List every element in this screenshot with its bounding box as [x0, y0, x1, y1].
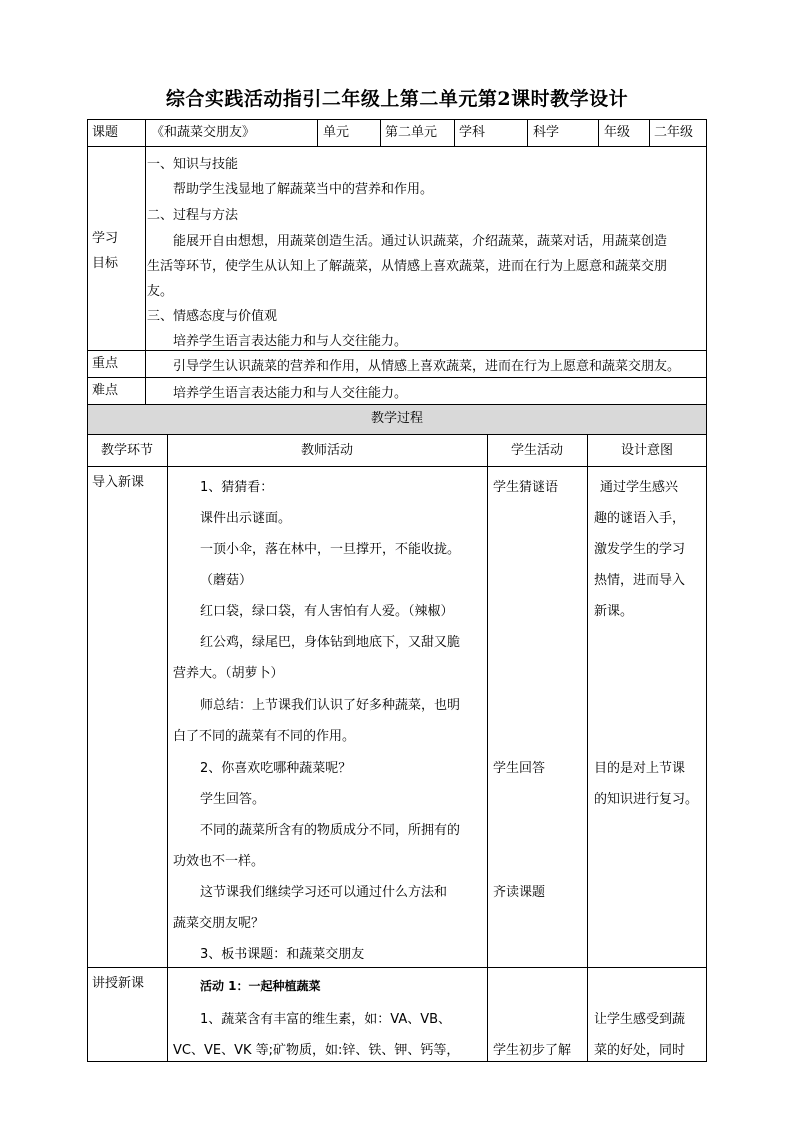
course-value: 《和蔬菜交朋友》: [151, 125, 256, 140]
objective-line: 友。: [147, 284, 174, 299]
grade-label: 年级: [604, 125, 631, 140]
teacher-line: 功效也不一样。: [173, 854, 265, 869]
grade-value: 二年级: [654, 125, 694, 140]
intent-line: 趣的谜语入手，: [594, 511, 686, 526]
process-header: 教学过程: [370, 411, 423, 426]
lesson-plan-table: [87, 119, 707, 1062]
stage-intro: 导入新课: [92, 475, 145, 490]
column-student: 学生活动: [510, 443, 563, 458]
student-activity: 学生初步了解: [493, 1043, 572, 1058]
teacher-line: 师总结：上节课我们认识了好多种蔬菜，也明: [200, 698, 461, 713]
intent-line: 菜的好处，同时: [594, 1043, 686, 1058]
unit-label: 单元: [323, 125, 350, 140]
stage-new-lesson: 讲授新课: [92, 976, 145, 991]
key-point-text: 引导学生认识蔬菜的营养和作用，从情感上喜欢蔬菜，进而在行为上愿意和蔬菜交朋友。: [173, 359, 681, 374]
teacher-line: 1、猜猜看：: [200, 480, 274, 495]
difficulty-label: 难点: [92, 383, 119, 398]
teacher-line: 这节课我们继续学习还可以通过什么方法和: [200, 885, 448, 900]
objective-line: 生活等环节，使学生从认知上了解蔬菜，从情感上喜欢蔬菜，进而在行为上愿意和蔬菜交朋: [147, 259, 668, 274]
column-teacher: 教师活动: [300, 443, 353, 458]
intent-line: 通过学生感兴: [600, 480, 679, 495]
difficulty-text: 培养学生语言表达能力和与人交往能力。: [173, 386, 408, 401]
intent-line: 激发学生的学习: [594, 542, 686, 557]
intent-line: 让学生感受到蔬: [594, 1012, 686, 1027]
teacher-line: VC、VE、VK 等;矿物质，如:锌、铁、钾、钙等，: [173, 1043, 460, 1058]
student-activity: 学生回答: [493, 761, 546, 776]
objective-line: 三、情感态度与价值观: [147, 309, 278, 324]
teacher-line: 蔬菜交朋友呢？: [173, 916, 265, 931]
intent-line: 新课。: [594, 604, 634, 619]
intent-line: 热情，进而导入: [594, 573, 686, 588]
teacher-line: 红口袋，绿口袋，有人害怕有人爱。（辣椒）: [200, 604, 454, 619]
unit-value: 第二单元: [385, 125, 438, 140]
document-title: 综合实践活动指引二年级上第二单元第2课时教学设计: [165, 88, 629, 110]
objective-line: 帮助学生浅显地了解蔬菜当中的营养和作用。: [173, 182, 434, 197]
objectives-label-line1: 学习: [92, 231, 119, 246]
teacher-line: 一顶小伞，落在林中，一旦撑开，不能收拢。: [200, 542, 461, 557]
activity-title: 活动 1：一起种植蔬菜: [200, 979, 321, 993]
student-activity: 齐读课题: [493, 885, 546, 900]
intent-line: 的知识进行复习。: [594, 792, 699, 807]
objectives-label-line2: 目标: [92, 256, 119, 271]
teacher-line: 不同的蔬菜所含有的物质成分不同，所拥有的: [200, 823, 461, 838]
column-stage: 教学环节: [100, 443, 153, 458]
key-point-label: 重点: [92, 356, 119, 371]
intent-line: 目的是对上节课: [594, 761, 686, 776]
teacher-line: 营养大。（胡萝卜）: [173, 666, 284, 681]
objective-line: 一、知识与技能: [147, 157, 239, 172]
teacher-line: 红公鸡，绿尾巴，身体钻到地底下，又甜又脆: [200, 635, 461, 650]
course-label: 课题: [92, 125, 119, 140]
objective-line: 能展开自由想想，用蔬菜创造生活。通过认识蔬菜，介绍蔬菜，蔬菜对话，用蔬菜创造: [173, 234, 668, 249]
objective-line: 二、过程与方法: [147, 208, 239, 223]
teacher-line: 1、蔬菜含有丰富的维生素，如：VA、VB、: [200, 1012, 452, 1027]
subject-value: 科学: [533, 125, 560, 140]
teacher-line: （蘑菇）: [200, 573, 253, 588]
subject-label: 学科: [459, 125, 486, 140]
column-intent: 设计意图: [620, 443, 673, 458]
teacher-line: 课件出示谜面。: [200, 511, 292, 526]
teacher-line: 学生回答。: [200, 792, 266, 807]
teacher-line: 3、板书课题：和蔬菜交朋友: [200, 947, 365, 962]
student-activity: 学生猜谜语: [493, 480, 559, 495]
objective-line: 培养学生语言表达能力和与人交往能力。: [173, 334, 408, 349]
teacher-line: 白了不同的蔬菜有不同的作用。: [173, 729, 356, 744]
teacher-line: 2、你喜欢吃哪种蔬菜呢？: [200, 761, 352, 776]
